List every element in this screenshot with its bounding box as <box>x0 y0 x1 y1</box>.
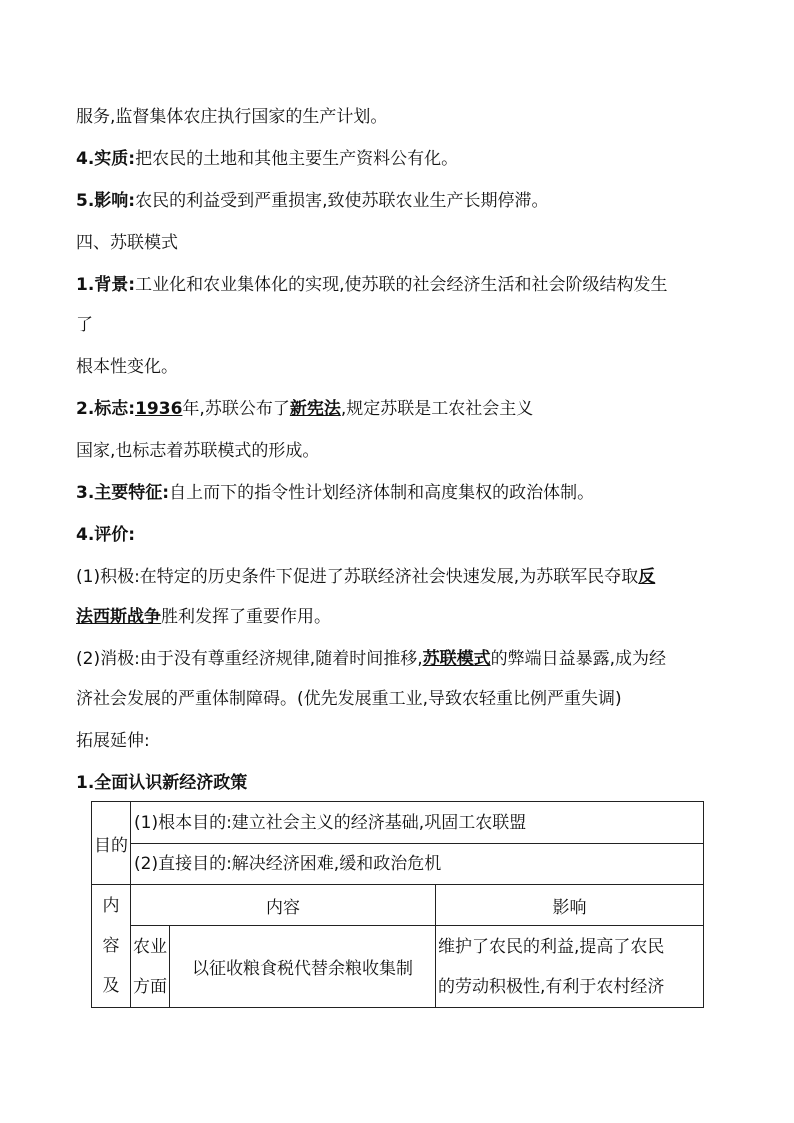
cell-text: 内容 <box>266 897 300 918</box>
section-heading <box>76 231 178 255</box>
text: 年,苏联公布了 <box>182 399 290 419</box>
text-line <box>76 647 666 671</box>
table-row <box>92 885 704 926</box>
subsection-heading <box>76 771 247 795</box>
nep-table <box>91 801 704 1008</box>
cell-text: (2)直接目的:解决经济困难,缓和政治危机 <box>134 854 442 874</box>
cell-text: 以征收粮食税代替余粮收集制 <box>192 959 413 979</box>
text-line <box>76 313 93 337</box>
text-line <box>76 439 319 463</box>
text: 济社会发展的严重体制障碍。(优先发展重工业,导致农轻重比例严重失调) <box>76 689 622 709</box>
text: 胜利发挥了重要作用。 <box>161 607 331 627</box>
text: 把农民的土地和其他主要生产资料公有化。 <box>135 149 459 169</box>
text: 农民的利益受到严重损害,致使苏联农业生产长期停滞。 <box>135 191 549 211</box>
key-term: 苏联模式 <box>422 649 491 669</box>
cell-text: (1)根本目的:建立社会主义的经济基础,巩固工农联盟 <box>134 812 527 833</box>
cell-text: 的劳动积极性,有利于农村经济 <box>438 976 665 997</box>
text: 根本性变化。 <box>76 357 178 377</box>
cell-text: 容 <box>102 936 120 956</box>
key-term: 1936 <box>135 399 183 419</box>
text-line <box>76 605 331 629</box>
point-label: 2.标志: <box>76 399 136 419</box>
goal-cell <box>131 802 704 844</box>
text: ,规定苏联是工农社会主义 <box>340 399 534 419</box>
text: 工业化和农业集体化的实现,使苏联的社会经济生活和社会阶级结构发生 <box>135 275 668 295</box>
effect-cell <box>436 926 704 1008</box>
goal-label-cell <box>92 802 131 885</box>
key-term: 新宪法 <box>289 399 341 419</box>
text-line <box>76 105 387 129</box>
key-term: 反 <box>638 567 656 587</box>
header-cell <box>436 885 704 926</box>
text-line <box>76 273 668 297</box>
table-row <box>92 844 704 885</box>
text-line <box>76 687 622 711</box>
cell-text: 影响 <box>552 897 587 918</box>
cell-text: 内 <box>102 896 120 916</box>
text: 国家,也标志着苏联模式的形成。 <box>76 441 320 461</box>
cell-text: 目的 <box>94 835 128 856</box>
text-line <box>76 397 533 421</box>
section-title: 四、苏联模式 <box>76 233 178 253</box>
text: 的弊端日益暴露,成为经 <box>490 649 667 669</box>
point-label: 4.实质: <box>76 149 136 169</box>
point-label: 1.背景: <box>76 275 136 295</box>
cell-text: 维护了农民的利益,提高了农民 <box>438 936 665 957</box>
cell-text: 方面 <box>133 976 167 997</box>
text-line <box>76 189 549 213</box>
text-line <box>76 147 458 171</box>
point-label: 3.主要特征: <box>76 483 170 503</box>
text: 了 <box>76 315 93 335</box>
text: (2)消极:由于没有尊重经济规律,随着时间推移, <box>76 649 423 669</box>
text-line <box>76 729 150 753</box>
agriculture-label-cell <box>131 926 170 1008</box>
point-label: 5.影响: <box>76 191 136 211</box>
text-line <box>76 565 655 589</box>
text: 拓展延伸: <box>76 731 150 751</box>
text-line <box>76 523 135 547</box>
cell-text: 农业 <box>133 936 167 957</box>
subsection-title: 1.全面认识新经济政策 <box>76 773 248 793</box>
cell-text: 及 <box>102 976 120 996</box>
content-cell <box>170 926 436 1008</box>
text: 服务,监督集体农庄执行国家的生产计划。 <box>76 107 388 127</box>
text: 自上而下的指令性计划经济体制和高度集权的政治体制。 <box>169 483 595 503</box>
table-row <box>92 926 704 1008</box>
vertical-label-cell <box>92 885 131 1008</box>
text-line <box>76 355 178 379</box>
goal-cell <box>131 844 704 885</box>
table-row <box>92 802 704 844</box>
text: (1)积极:在特定的历史条件下促进了苏联经济社会快速发展,为苏联军民夺取 <box>76 567 639 587</box>
key-term: 法西斯战争 <box>76 607 161 627</box>
point-label: 4.评价: <box>76 525 136 545</box>
header-cell <box>131 885 436 926</box>
text-line <box>76 481 594 505</box>
